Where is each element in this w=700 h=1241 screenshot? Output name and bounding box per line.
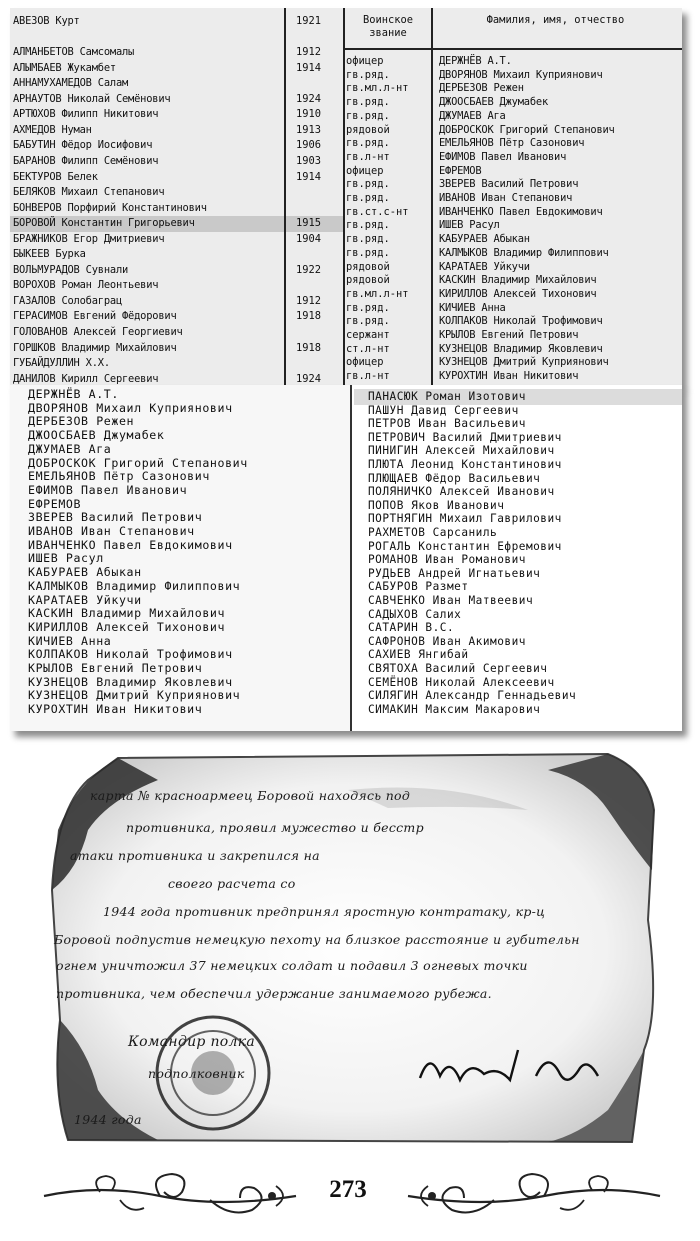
memorial-name: ПОПОВ Яков Иванович <box>368 498 505 512</box>
full-name: ДЕРЖНЁВ А.Т. <box>439 55 512 67</box>
handwritten-line: противника, чем обеспечил удержание занимаемого рубежа. <box>56 986 492 1001</box>
birth-year: 1922 <box>296 263 322 276</box>
military-rank: гв.л-нт <box>346 150 390 163</box>
birth-year: 1915 <box>296 217 322 230</box>
military-rank: рядовой <box>346 274 390 287</box>
soldier-name: АРНАУТОВ Николай Семёнович <box>13 92 171 105</box>
page-number: 273 <box>329 1176 367 1203</box>
memorial-name: КУЗНЕЦОВ Владимир Яковлевич <box>28 674 233 689</box>
archive-list-scan <box>10 8 682 386</box>
memorial-name: КУРОХТИН Иван Никитович <box>28 702 203 717</box>
military-rank: сержант <box>346 329 390 341</box>
name-row <box>10 247 343 263</box>
memorial-name: КУЗНЕЦОВ Дмитрий Куприянович <box>28 688 241 703</box>
military-rank: гв.ряд. <box>346 96 390 109</box>
memorial-name: КАСКИН Владимир Михайлович <box>28 606 226 621</box>
name-row <box>10 107 343 123</box>
name-column-header: Фамилия, имя, отчество <box>486 14 625 26</box>
memorial-name: САВЧЕНКО Иван Матвеевич <box>368 594 534 607</box>
name-row <box>10 138 343 154</box>
soldier-name: ВОРОХОВ Роман Леонтьевич <box>13 279 159 292</box>
handwritten-line: Боровой подпустив немецкую пехоту на близкое расстояние и губительн <box>54 932 580 947</box>
full-name: КОЛПАКОВ Николай Трофимович <box>439 315 603 328</box>
memorial-name: СВЯТОХА Василий Сергеевич <box>368 662 548 675</box>
memorial-name: ПЛЮЩАЕВ Фёдор Васильевич <box>368 471 541 485</box>
memorial-name: САТАРИН В.С. <box>368 621 455 635</box>
rank-name-row <box>344 369 682 385</box>
soldier-name: АЛМАНБЕТОВ Самсомалы <box>13 46 135 59</box>
name-row <box>10 278 343 294</box>
name-row <box>10 92 343 108</box>
memorial-name: ПАШУН Давид Сергеевич <box>368 403 519 417</box>
birth-year: 1918 <box>296 310 322 323</box>
full-name: ИВАНЧЕНКО Павел Евдокимович <box>439 205 603 218</box>
birth-year: 1913 <box>296 123 322 136</box>
full-name: ИВАНОВ Иван Степанович <box>439 192 573 204</box>
soldier-name: АРТЮХОВ Филипп Никитович <box>13 108 159 121</box>
name-row <box>10 76 343 92</box>
military-rank: гв.ряд. <box>346 178 390 191</box>
military-rank: офицер <box>346 55 384 67</box>
name-row <box>10 123 343 139</box>
birth-year: 1910 <box>296 108 322 121</box>
handwritten-line: огнем уничтожил 37 немецких солдат и подавил 3 огневых точки <box>56 958 528 973</box>
soldier-name: ВОЛЬМУРАДОВ Сувнали <box>13 263 129 276</box>
memorial-name: СИМАКИН Максим Макарович <box>368 702 541 716</box>
name-row <box>10 356 343 372</box>
name-row <box>10 263 343 279</box>
name-row <box>10 216 343 232</box>
full-name: ЕФРЕМОВ <box>439 164 482 177</box>
memorial-name: ПОРТНЯГИН Михаил Гаврилович <box>368 512 562 526</box>
memorial-name: ИВАНОВ Иван Степанович <box>28 524 195 538</box>
name-row <box>10 185 343 201</box>
soldier-name: АВЕЗОВ Курт <box>13 15 80 27</box>
memorial-name: САДЫХОВ Салих <box>368 607 462 621</box>
birth-year: 1924 <box>296 372 322 385</box>
full-name: КАСКИН Владимир Михайлович <box>439 274 597 287</box>
military-rank: гв.ряд. <box>346 68 390 81</box>
memorial-name: РОМАНОВ Иван Романович <box>368 553 526 567</box>
birth-year: 1924 <box>296 92 322 105</box>
military-rank: гв.л-нт <box>346 370 390 383</box>
name-row <box>10 232 343 248</box>
military-rank: гв.мл.л-нт <box>346 82 409 95</box>
full-name: КАБУРАЕВ Абыкан <box>439 233 530 246</box>
full-name: ЕФИМОВ Павел Иванович <box>439 150 567 163</box>
memorial-name: ДВОРЯНОВ Михаил Куприянович <box>28 400 233 415</box>
military-rank: ст.л-нт <box>346 342 390 355</box>
memorial-name: СЕМЁНОВ Николай Алексеевич <box>368 675 555 689</box>
birth-year: 1906 <box>296 139 322 152</box>
name-row <box>10 294 343 310</box>
handwritten-line: карта № красноармеец Боровой находясь под <box>90 788 411 803</box>
name-row <box>10 201 343 217</box>
full-name: КАЛМЫКОВ Владимир Филиппович <box>439 246 609 259</box>
memorial-name: ПЕТРОВ Иван Васильевич <box>368 417 526 431</box>
military-rank: рядовой <box>346 123 390 136</box>
military-rank: гв.ряд. <box>346 192 390 204</box>
birth-year: 1918 <box>296 341 322 354</box>
memorial-name: РАХМЕТОВ Сарсаниль <box>368 526 498 539</box>
memorial-name: САФРОНОВ Иван Акимович <box>368 634 526 648</box>
name-row <box>10 154 343 170</box>
soldier-name: БРАЖНИКОВ Егор Дмитриевич <box>13 232 165 245</box>
memorial-list-scan <box>10 385 682 731</box>
soldier-name: АННАМУХАМЕДОВ Салам <box>13 77 129 90</box>
memorial-name: КИЧИЕВ Анна <box>28 633 112 648</box>
military-rank: гв.ст.с-нт <box>346 205 409 218</box>
memorial-name: СИЛЯГИН Александр Геннадьевич <box>368 689 577 703</box>
military-rank: офицер <box>346 356 384 369</box>
birth-year: 1903 <box>296 154 322 167</box>
memorial-name: ДЕРЖНЁВ А.Т. <box>28 387 119 401</box>
memorial-name: КИРИЛЛОВ Алексей Тихонович <box>28 619 226 634</box>
birth-year: 1921 <box>296 15 322 27</box>
soldier-name: БЕЛЯКОВ Михаил Степанович <box>13 186 165 199</box>
handwritten-line: противника, проявил мужество и бесстр <box>126 820 424 835</box>
memorial-name: КОЛПАКОВ Николай Трофимович <box>28 647 233 662</box>
military-rank: офицер <box>346 164 384 177</box>
commander-rank: подполковник <box>148 1066 245 1081</box>
birth-year: 1912 <box>296 46 322 59</box>
military-rank: гв.мл.л-нт <box>346 287 409 300</box>
name-row <box>10 341 343 357</box>
memorial-name: ЕМЕЛЬЯНОВ Пётр Сазонович <box>28 469 210 484</box>
military-rank: гв.ряд. <box>346 109 390 122</box>
name-row <box>10 61 343 77</box>
memorial-name: КАРАТАЕВ Уйкучи <box>28 592 142 607</box>
column-divider <box>284 8 286 386</box>
full-name: КАРАТАЕВ Уйкучи <box>439 260 530 273</box>
full-name: ДЖУМАЕВ Ага <box>439 109 506 122</box>
military-rank: гв.ряд. <box>346 315 390 328</box>
name-row <box>10 372 343 386</box>
memorial-name: КАЛМЫКОВ Владимир Филиппович <box>28 578 241 593</box>
full-name: КУЗНЕЦОВ Дмитрий Куприянович <box>439 356 609 369</box>
soldier-name: БАРАНОВ Филипп Семёнович <box>13 154 159 167</box>
name-row <box>10 30 343 46</box>
military-rank: гв.ряд. <box>346 246 390 259</box>
soldier-name: БОНВЕРОВ Порфирий Константинович <box>13 201 207 214</box>
memorial-name: ЗВЕРЕВ Василий Петрович <box>28 510 203 525</box>
soldier-name: АЛЫМБАЕВ Жукамбет <box>13 61 116 74</box>
soldier-name: БАБУТИН Фёдор Иосифович <box>13 139 153 152</box>
full-name: ЗВЕРЕВ Василий Петрович <box>439 178 579 191</box>
handwritten-line: атаки противника и закрепился на <box>70 848 320 863</box>
memorial-name: ДОБРОСКОК Григорий Степанович <box>28 455 248 470</box>
military-rank: рядовой <box>346 260 390 273</box>
full-name: КУРОХТИН Иван Никитович <box>439 370 579 383</box>
memorial-name: ЕФРЕМОВ <box>28 496 82 511</box>
memorial-name: ПЛЮТА Леонид Константинович <box>368 458 562 471</box>
left-ornament-icon <box>40 1168 300 1224</box>
memorial-name: ПЕТРОВИЧ Василий Дмитриевич <box>368 430 562 444</box>
rank-column-header: Воинское звание <box>362 14 414 39</box>
soldier-name: БЫКЕЕВ Бурка <box>13 248 86 261</box>
birth-year: 1914 <box>296 170 322 183</box>
handwritten-line: своего расчета со <box>168 876 296 891</box>
document-date: 1944 года <box>74 1112 142 1127</box>
memorial-name: КРЫЛОВ Евгений Петрович <box>28 661 203 675</box>
memorial-name: ПОЛЯНИЧКО Алексей Иванович <box>368 485 555 499</box>
soldier-name: ГУБАЙДУЛЛИН Х.Х. <box>13 357 110 370</box>
memorial-name: КАБУРАЕВ Абыкан <box>28 565 142 580</box>
soldier-name-list <box>10 8 343 386</box>
memorial-name: ДЖООСБАЕВ Джумабек <box>28 428 165 443</box>
full-name: ЕМЕЛЬЯНОВ Пётр Сазонович <box>439 137 585 150</box>
memorial-list-left <box>10 385 350 731</box>
full-name: КИЧИЕВ Анна <box>439 301 506 314</box>
soldier-name: АХМЕДОВ Нуман <box>13 123 92 136</box>
soldier-name: ГАЗАЛОВ Солобаграц <box>13 294 123 307</box>
full-name: ДВОРЯНОВ Михаил Куприянович <box>439 68 603 81</box>
name-row <box>10 309 343 325</box>
military-rank: гв.ряд. <box>346 301 390 314</box>
name-row <box>10 325 343 341</box>
full-name: ИШЕВ Расул <box>439 219 500 232</box>
soldier-name: БЕКТУРОВ Белек <box>13 170 98 183</box>
birth-year: 1914 <box>296 61 322 74</box>
full-name: КРЫЛОВ Евгений Петрович <box>439 329 579 341</box>
memorial-name: РУДЬЕВ Андрей Игнатьевич <box>368 566 541 580</box>
name-row <box>10 14 343 30</box>
military-rank: гв.ряд. <box>346 219 390 232</box>
full-name: ДОБРОСКОК Григорий Степанович <box>439 123 615 136</box>
soldier-name: ГОЛОВАНОВ Алексей Георгиевич <box>13 326 183 338</box>
birth-year: 1904 <box>296 232 322 245</box>
memorial-name: ИВАНЧЕНКО Павел Евдокимович <box>28 537 233 552</box>
memorial-name: САБУРОВ Размет <box>368 580 469 594</box>
name-row <box>10 170 343 186</box>
paper-background <box>48 750 660 1150</box>
name-row <box>10 45 343 61</box>
memorial-name: ПАНАСЮК Роман Изотович <box>354 389 682 405</box>
full-name: КУЗНЕЦОВ Владимир Яковлевич <box>439 342 603 355</box>
military-rank: гв.ряд. <box>346 233 390 246</box>
memorial-name: ИШЕВ Расул <box>28 551 104 566</box>
handwritten-award-sheet <box>48 750 660 1150</box>
full-name: КИРИЛЛОВ Алексей Тихонович <box>439 287 597 300</box>
memorial-name: ЕФИМОВ Павел Иванович <box>28 482 188 497</box>
soldier-name: ГЕРАСИМОВ Евгений Фёдорович <box>13 310 177 323</box>
memorial-list-right <box>350 385 682 731</box>
full-name: ДЕРБЕЗОВ Режен <box>439 82 524 95</box>
soldier-name: ГОРШКОВ Владимир Михайлович <box>13 341 177 354</box>
memorial-name: ДЖУМАЕВ Ага <box>28 441 112 456</box>
soldier-name: БОРОВОЙ Константин Григорьевич <box>13 217 195 230</box>
soldier-name: ДАНИЛОВ Кирилл Сергеевич <box>13 372 159 385</box>
header-divider <box>344 48 682 50</box>
birth-year: 1912 <box>296 294 322 307</box>
military-rank: гв.ряд. <box>346 137 390 150</box>
full-name: ДЖООСБАЕВ Джумабек <box>439 96 549 109</box>
right-ornament-icon <box>404 1168 664 1224</box>
memorial-name: ДЕРБЕЗОВ Режен <box>28 414 135 429</box>
handwritten-line: 1944 года противник предпринял яростную контратаку, кр-ц <box>103 904 546 919</box>
memorial-name: САХИЕВ Янгибай <box>368 648 469 662</box>
commander-signature-line: Командир полка <box>128 1034 256 1050</box>
memorial-name: РОГАЛЬ Константин Ефремович <box>368 539 562 553</box>
memorial-name: ПИНИГИН Алексей Михайлович <box>368 444 555 458</box>
